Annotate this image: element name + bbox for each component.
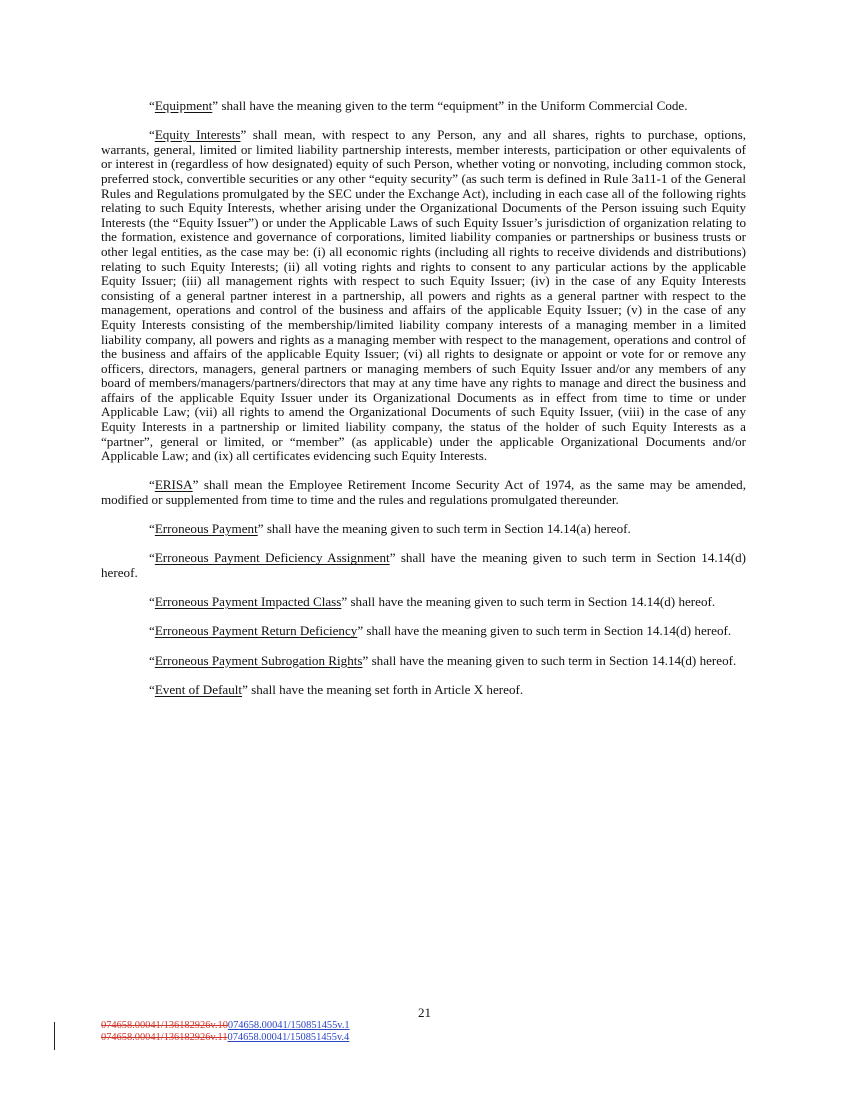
definition-text: shall have the meaning given to such term in Section 14.14(d) hereof. [347, 594, 716, 610]
definition-text: shall mean the Employee Retirement Income Security Act of 1974, as the same may be amended, modified or supplemented from time to time and the rules and regulations promulgated thereunder. [101, 477, 746, 508]
definition-text: shall have the meaning given to such term in Section 14.14(d) hereof. [363, 623, 732, 639]
defined-term: Event of Default [154, 681, 243, 697]
definition-erroneous-payment-return-deficiency: “Erroneous Payment Return Deficiency” shall have the meaning given to such term in Section 14.14(d) hereof. [149, 623, 732, 639]
page-number: 21 [417, 1005, 432, 1020]
inserted-doc-id: 074658.00041/150851455v.4 [227, 1032, 350, 1044]
definition-equipment: “Equipment” shall have the meaning given to the term “equipment” in the Uniform Commercial Code. [149, 98, 688, 113]
defined-term: Equity Interests [154, 127, 241, 143]
definition-text: shall have the meaning given to the term “equipment” in the Uniform Commercial Code. [218, 98, 688, 113]
definition-text: shall have the meaning set forth in Article X hereof. [247, 681, 524, 697]
definition-text: shall have the meaning given to such term in Section 14.14(d) hereof. [368, 652, 737, 668]
footer-line-2 [101, 1032, 350, 1044]
definitions-body [101, 99, 746, 712]
deleted-doc-id: 074658.00041/136182926v.10 [101, 1020, 228, 1031]
defined-term: Erroneous Payment [154, 521, 258, 537]
defined-term: Equipment [154, 98, 213, 113]
defined-term: Erroneous Payment Impacted Class [154, 594, 342, 610]
definition-erroneous-payment: “Erroneous Payment” shall have the meaning given to such term in Section 14.14(a) hereof. [149, 521, 631, 537]
definition-equity-interests: “Equity Interests” shall mean, with respect to any Person, any and all shares, rights to purchase, options, warrants, general, limited or limited liability partnership interests, member interests, participation or other equivalents of or interest in (regardless of how designated) equity of such Person, whether voting or nonvoting, including common stock, preferred stock, convertible securities or any other “equity security” (as such term is defined in Rule 3a11-1 of the General Rules and Regulations promulgated by the SEC under the Exchange Act), including in each case all of the following rights relating to such Equity Interests, whether arising under the Organizational Documents of the Person issuing such Equity Interests (the “Equity Issuer”) or under the Applicable Laws of such Equity Issuer’s jurisdiction of organization relating to the formation, existence and governance of corporations, limited liability companies or partnerships or business trusts or other legal entities, as the case may be: (i) all economic rights (including all rights to receive dividends and distributions) relating to such Equity Interests; (ii) all voting rights and rights to consent to any particular actions by the applicable Equity Issuer; (iii) all management rights with respect to such Equity Issuer; (iv) in the case of any Equity Interests consisting of a general partner interest in a partnership, all powers and rights as a general partner with respect to the management, operations and control of the business and affairs of the applicable Equity Issuer; (v) in the case of any Equity Interests consisting of the membership/limited liability company interests of a managing member in a limited liability company, all powers and rights as a managing member with respect to the management, operations and control of the business and affairs of the applicable Equity Issuer; (vi) all rights to designate or appoint or vote for or remove any officers, directors, managers, general partners or managing members of such Equity Issuer and/or any members of any board of members/managers/partners/directors that may at any time have any rights to manage and direct the business and affairs of the applicable Equity Issuer under its Organizational Documents as in effect from time to time or under Applicable Law; (vii) all rights to amend the Organizational Documents of such Equity Issuer, (viii) in the case of any Equity Interests in a partnership or limited liability company, the status of the holder of such Equity Interests as a “partner”, general or limited, or “member” (as applicable) under the applicable Organizational Documents and/or Applicable Law; and (ix) all certificates evidencing such Equity Interests. [101, 127, 746, 464]
defined-term: Erroneous Payment Return Deficiency [154, 623, 358, 639]
revision-change-bar [54, 1022, 55, 1050]
inserted-doc-id: 074658.00041/150851455v.1 [227, 1020, 350, 1031]
definition-text: shall mean, with respect to any Person, any and all shares, rights to purchase, options, warrants, general, limited or limited liability partnership interests, member interests, participation or other equivalents of or interest in (regardless of how designated) equity of such Person, whether voting or nonvoting, including common stock, preferred stock, convertible securities or any other “equity security” (as such term is defined in Rule 3a11-1 of the General Rules and Regulations promulgated by the SEC under the Exchange Act), including in each case all of the following rights relating to such Equity Interests, whether arising under the Organizational Documents of the Person issuing such Equity Interests (the “Equity Issuer”) or under the Applicable Laws of such Equity Issuer’s jurisdiction of organization relating to the formation, existence and governance of corporations, limited liability companies or partnerships or business trusts or other legal entities, as the case may be: (i) all economic rights (including all rights to receive dividends and distributions) relating to such Equity Interests; (ii) all voting rights and rights to consent to any particular actions by the applicable Equity Issuer; (iii) all management rights with respect to such Equity Issuer; (iv) in the case of any Equity Interests consisting of a general partner interest in a partnership, all powers and rights as a general partner with respect to the management, operations and control of the business and affairs of the applicable Equity Issuer; (v) in the case of any Equity Interests consisting of the membership/limited liability company interests of a managing member in a limited liability company, all powers and rights as a managing member with respect to the management, operations and control of the business and affairs of the applicable Equity Issuer; (vi) all rights to designate or appoint or vote for or remove any officers, directors, managers, general partners or managing members of such Equity Issuer and/or any members of any board of members/managers/partners/directors that may at any time have any rights to manage and direct the business and affairs of the applicable Equity Issuer under its Organizational Documents as in effect from time to time or under Applicable Law; (vii) all rights to amend the Organizational Documents of such Equity Issuer, (viii) in the case of any Equity Interests in a partnership or limited liability company, the status of the holder of such Equity Interests as a “partner”, general or limited, or “member” (as applicable) under the applicable Organizational Documents and/or Applicable Law; and (ix) all certificates evidencing such Equity Interests. [101, 127, 746, 464]
definition-text: shall have the meaning given to such term in Section 14.14(d) hereof. [101, 550, 746, 580]
defined-term: Erroneous Payment Deficiency Assignment [154, 550, 390, 566]
definition-erroneous-payment-impacted-class: “Erroneous Payment Impacted Class” shall have the meaning given to such term in Section 14.14(d) hereof. [149, 594, 716, 610]
defined-term: Erroneous Payment Subrogation Rights [154, 652, 363, 668]
definition-erisa: “ERISA” shall mean the Employee Retirement Income Security Act of 1974, as the same may be amended, modified or supplemented from time to time and the rules and regulations promulgated thereunder. [101, 477, 746, 508]
footer-line-1 [101, 1020, 350, 1032]
definition-erroneous-payment-deficiency-assignment: “Erroneous Payment Deficiency Assignment” shall have the meaning given to such term in Section 14.14(d) hereof. [101, 550, 746, 580]
document-id-footer [101, 1020, 350, 1045]
deleted-doc-id: 074658.00041/136182926v.11 [101, 1032, 228, 1044]
defined-term: ERISA [154, 477, 193, 493]
definition-erroneous-payment-subrogation-rights: “Erroneous Payment Subrogation Rights” shall have the meaning given to such term in Section 14.14(d) hereof. [149, 652, 737, 668]
definition-event-of-default: “Event of Default” shall have the meaning set forth in Article X hereof. [149, 681, 524, 697]
definition-text: shall have the meaning given to such term in Section 14.14(a) hereof. [263, 521, 631, 537]
